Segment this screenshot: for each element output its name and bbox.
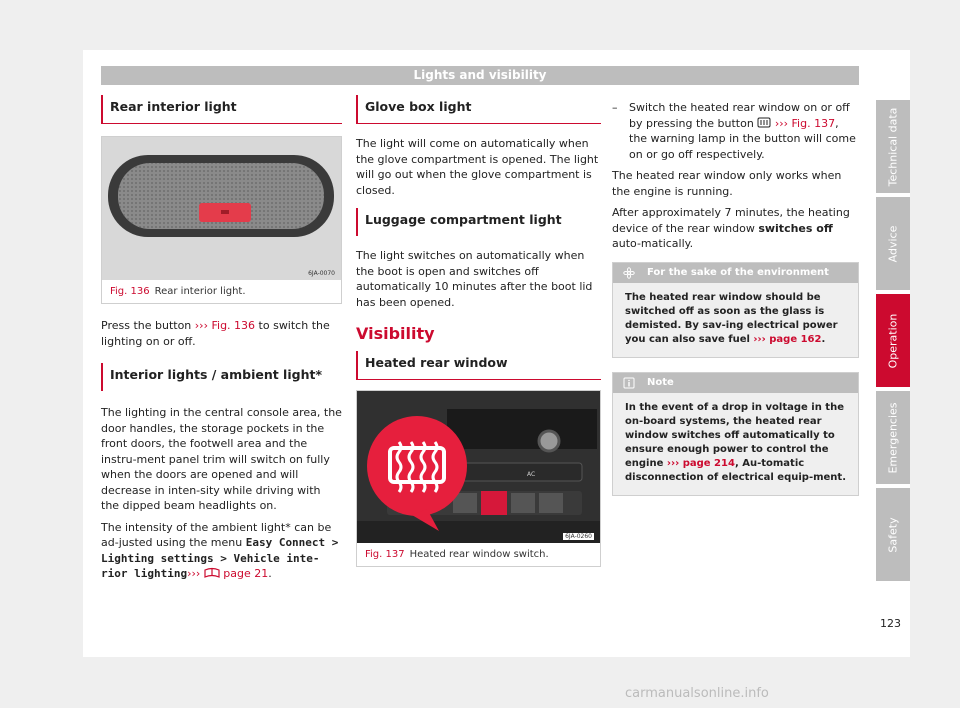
chapter-header: Lights and visibility — [101, 66, 859, 85]
arrow-glyphs: ››› — [194, 319, 208, 332]
section-heading-rear-interior-light: Rear interior light — [101, 95, 342, 124]
environment-box-title: For the sake of the environment — [647, 267, 829, 278]
tab-label: Technical data — [886, 107, 900, 186]
figure-136 — [101, 136, 342, 304]
page-21-link[interactable]: page 21 — [219, 567, 269, 580]
arrow-glyphs: ››› — [666, 457, 680, 469]
rear-interior-light-image — [102, 137, 341, 280]
side-tabs — [876, 100, 910, 585]
text: , the warning lamp in the button will come on or go off respectively. — [629, 116, 856, 161]
section-heading-heated-rear-window: Heated rear window — [356, 351, 601, 380]
menu-path: Easy Connect > Lighting settings > Vehicle inte-rior lighting — [101, 536, 339, 580]
figure-caption-text: Heated rear window switch. — [409, 549, 549, 560]
column-2 — [356, 95, 601, 567]
heated-rear-window-button — [481, 491, 507, 515]
text: The intensity of the ambient light* can be ad-justed using the menu — [101, 520, 332, 549]
column-1 — [101, 95, 342, 588]
paragraph-ambient-intensity — [101, 520, 342, 582]
figure-137 — [356, 390, 601, 567]
note-box-header — [613, 373, 858, 393]
text: The heated rear window should be switched off as soon as the glass is demisted. By sav-ing electrical power you can also save fuel — [625, 291, 838, 345]
paragraph-after-7-minutes — [612, 205, 859, 252]
page-162-link[interactable]: page 162 — [765, 333, 822, 345]
ac-label: AC — [527, 471, 536, 478]
section-heading-glove-box: Glove box light — [356, 95, 601, 124]
text: . — [268, 567, 272, 580]
paragraph-lighting: The lighting in the central console area, the door handles, the storage pockets in the front doors, the footwell area and the instru-ment panel trim will switch on fully when the doors are opened and will decrease in inten-sity while driving with the dipped beam headlights on. — [101, 406, 342, 512]
fig-136-link[interactable]: Fig. 136 — [207, 319, 256, 332]
chapter-heading-visibility: Visibility — [356, 324, 435, 343]
environment-box-body — [613, 283, 858, 357]
arrow-glyphs: ››› — [187, 567, 201, 580]
info-icon — [623, 377, 635, 389]
paragraph-glove-box: The light will come on automatically when the glove compartment is opened. The light will go out when the glove compartment is closed. — [356, 137, 599, 197]
paragraph-press-button — [101, 318, 342, 349]
environment-box — [612, 262, 859, 358]
page-214-link[interactable]: page 214 — [679, 457, 735, 469]
book-icon — [204, 567, 220, 578]
environment-box-header — [613, 263, 858, 283]
tab-label: Safety — [886, 516, 900, 553]
figure-caption — [102, 280, 341, 303]
text: In the event of a drop in voltage in the on-board systems, the heated rear window switches off automatically to ensure enough power to control the engine — [625, 401, 844, 469]
arrow-glyphs: ››› — [753, 333, 766, 345]
heated-rear-window-icon — [757, 117, 771, 128]
dash: – — [612, 101, 618, 114]
tab-technical-data[interactable] — [876, 100, 910, 193]
arrow-glyphs: ››› — [774, 116, 789, 130]
tab-label: Advice — [886, 225, 900, 262]
bold-text: switches off — [758, 221, 833, 235]
text: Switch the heated rear window on or off by pressing the button — [629, 101, 850, 130]
list-item-switch-heated-window — [612, 100, 859, 162]
note-box — [612, 372, 859, 496]
paragraph-luggage: The light switches on automatically when the boot is open and switches off automatically 10 minutes after the boot lid has been opened. — [356, 249, 593, 309]
column-3 — [612, 100, 859, 496]
text: auto-matically. — [612, 237, 694, 250]
paragraph-engine-running: The heated rear window only works when the engine is running. — [612, 169, 842, 198]
figure-caption — [357, 543, 600, 566]
rear-interior-light-illustration — [102, 137, 341, 280]
text: Press the button — [101, 319, 195, 332]
tab-label: Operation — [886, 313, 900, 368]
footer-watermark: carmanualsonline.info — [625, 686, 769, 701]
text: After approximately 7 minutes, the heating device of the rear window — [612, 206, 850, 235]
text: . — [821, 333, 826, 345]
flower-icon — [623, 267, 635, 279]
figure-caption-text: Rear interior light. — [154, 286, 246, 297]
tab-advice[interactable] — [876, 197, 910, 290]
tab-safety[interactable] — [876, 488, 910, 581]
fig-137-link[interactable]: Fig. 137 — [788, 116, 836, 130]
section-heading-interior-lights: Interior lights / ambient light* — [101, 363, 342, 391]
tab-label: Emergencies — [886, 401, 900, 474]
tab-operation[interactable] — [876, 294, 910, 387]
figure-number: Fig. 137 — [365, 549, 405, 560]
tab-emergencies[interactable] — [876, 391, 910, 484]
note-box-title: Note — [647, 377, 674, 388]
text: , Au-tomatic disconnection of electrical equip-ment. — [625, 457, 847, 483]
note-box-body — [613, 393, 858, 495]
figure-number: Fig. 136 — [110, 286, 150, 297]
page-number: 123 — [880, 617, 901, 630]
text: to switch the lighting on or off. — [101, 319, 330, 348]
heated-rear-window-illustration — [357, 391, 600, 543]
figure-code: 6JA-0260 — [565, 533, 592, 540]
heated-rear-window-image — [357, 391, 600, 543]
figure-code: 6JA-0070 — [308, 270, 335, 277]
section-heading-luggage: Luggage compartment light — [356, 208, 601, 236]
